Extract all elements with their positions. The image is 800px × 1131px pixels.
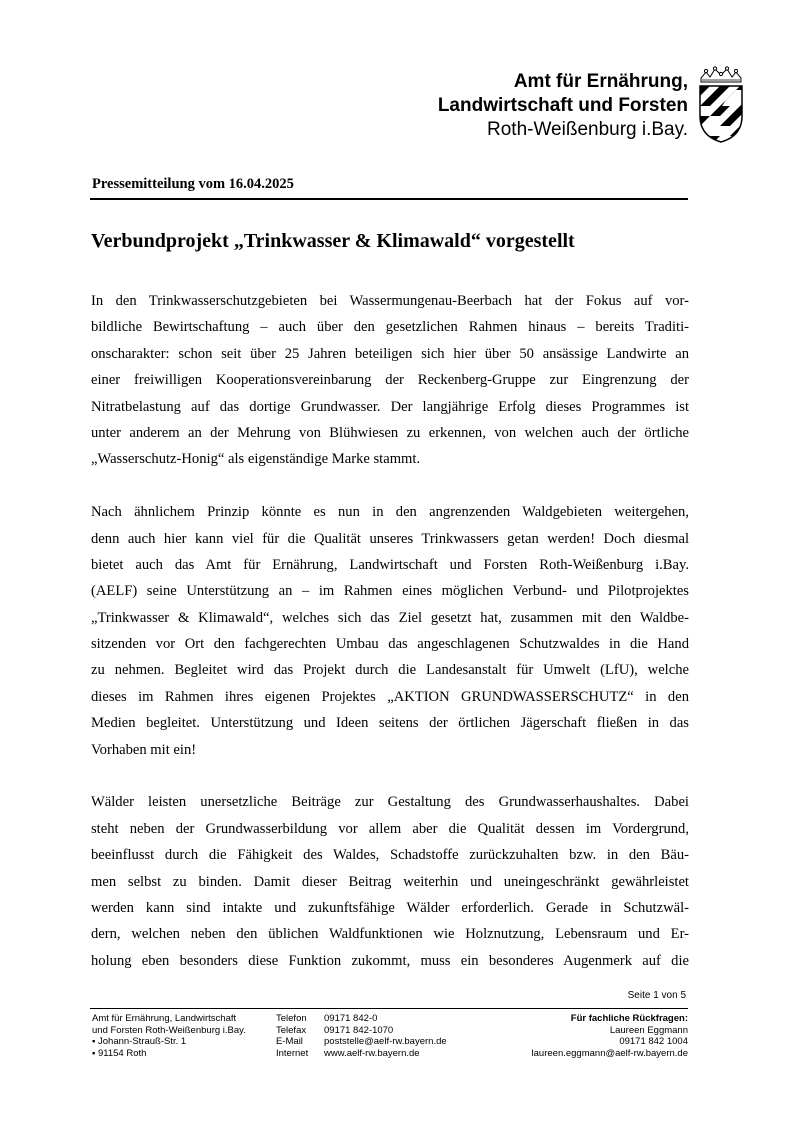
authority-name-line-1: Amt für Ernährung, bbox=[513, 71, 688, 92]
text-line: werden kann sind intakte und zukunftsfähige Wälder erforderlich. Gerade in Schutzwäl- bbox=[91, 899, 689, 916]
bavarian-coat-of-arms-icon bbox=[696, 66, 746, 144]
text-line: Vorhaben mit ein! bbox=[91, 741, 197, 758]
website-link[interactable]: www.aelf-rw.bayern.de bbox=[324, 1047, 420, 1059]
authority-location: Roth-Weißenburg i.Bay. bbox=[487, 119, 688, 140]
text-line: In den Trinkwasserschutzgebieten bei Wassermungenau-Beerbach hat der Fokus auf vor- bbox=[91, 293, 689, 309]
footer-divider bbox=[90, 1008, 688, 1009]
text-line: (AELF) seine Unterstützung an – im Rahmen eines möglichen Verbund- und Pilotprojektes bbox=[91, 583, 689, 600]
footer-contact-labels bbox=[276, 1013, 308, 1059]
text-line: sitzenden vor Ort den fachgerechten Umbau das angeschlagenen Schutzwaldes in die Hand bbox=[91, 636, 689, 653]
text-line: bietet auch das Amt für Ernährung, Landwirtschaft und Forsten Roth-Weißenburg i.Bay. bbox=[91, 556, 689, 573]
contact-label: Telefax bbox=[276, 1024, 307, 1036]
text-line: „Trinkwasser & Klimawald“, welches sich das Ziel gesetzt hat, zusammen mit den Waldbe- bbox=[91, 609, 689, 626]
authority-name bbox=[438, 70, 688, 142]
article-body bbox=[91, 288, 689, 1001]
phone-number: 09171 842-0 bbox=[324, 1013, 378, 1024]
text-line: bildliche Bewirtschaftung – auch über den gesetzlichen Rahmen hinaus – bereits Traditi- bbox=[91, 319, 689, 336]
headline: Verbundprojekt „Trinkwasser & Klimawald“ vorgestellt bbox=[91, 230, 575, 252]
text-line: dern, welchen neben den üblichen Waldfunktionen wie Holznutzung, Lebensraum und Er- bbox=[91, 926, 689, 943]
footer-address bbox=[92, 1013, 246, 1059]
text-line: men selbst zu binden. Damit dieser Beitrag weiterhin und uneingeschränkt gewährleistet bbox=[91, 873, 689, 890]
paragraph-3 bbox=[91, 789, 689, 974]
text-line: Wälder leisten unersetzliche Beiträge zur Gestaltung des Grundwasserhaushaltes. Dabei bbox=[91, 794, 689, 811]
contact-label: Internet bbox=[276, 1047, 309, 1059]
text-line: Nach ähnlichem Prinzip könnte es nun in den angrenzenden Waldgebieten weitergehen, bbox=[91, 504, 689, 521]
footer-address-line: ▪ 91154 Roth bbox=[92, 1047, 147, 1059]
contact-phone: 09171 842 1004 bbox=[619, 1036, 688, 1047]
text-line: beeinflusst durch die Fähigkeit des Waldes, Schadstoffe zurückzuhalten bzw. in den Bäu- bbox=[91, 847, 689, 864]
paragraph-1 bbox=[91, 288, 689, 473]
contact-label: Telefon bbox=[276, 1013, 307, 1024]
fax-number: 09171 842-1070 bbox=[324, 1024, 394, 1036]
text-line: onscharakter: schon seit über 25 Jahren beteiligen sich hier über 50 ansässige Landwirte an bbox=[91, 345, 689, 362]
contact-label: E-Mail bbox=[276, 1036, 303, 1047]
footer-address-line: und Forsten Roth-Weißenburg i.Bay. bbox=[92, 1024, 246, 1036]
text-line: denn auch hier kann viel für die Qualität unseres Trinkwassers getan werden! Doch diesmal bbox=[91, 530, 689, 547]
contact-email-link[interactable]: laureen.eggmann@aelf-rw.bayern.de bbox=[531, 1047, 688, 1059]
authority-name-line-2: Landwirtschaft und Forsten bbox=[437, 95, 688, 116]
text-line: holung eben besonders diese Funktion zukommt, muss ein besonderes Augenmerk auf die bbox=[91, 952, 689, 969]
footer-address-line: Amt für Ernährung, Landwirtschaft bbox=[92, 1013, 237, 1024]
inquiries-title: Für fachliche Rückfragen: bbox=[570, 1013, 688, 1024]
press-release-date: Pressemitteilung vom 16.04.2025 bbox=[92, 176, 294, 192]
header-divider bbox=[90, 198, 688, 200]
contact-person: Laureen Eggmann bbox=[609, 1024, 688, 1036]
paragraph-2 bbox=[91, 499, 689, 763]
text-line: „Wasserschutz-Honig“ als eigenständige Marke stammt. bbox=[91, 451, 421, 468]
text-line: einer freiwilligen Kooperationsvereinbarung der Reckenberg-Gruppe zur Eingrenzung der bbox=[91, 372, 689, 389]
footer-inquiries bbox=[532, 1013, 688, 1059]
text-line: Medien begleitet. Unterstützung und Ideen seitens der örtlichen Jägerschaft fließen in das bbox=[91, 715, 689, 732]
text-line: dieses im Rahmen ihres eigenen Projektes „AKTION GRUNDWASSERSCHUTZ“ in den bbox=[91, 688, 689, 705]
email-link[interactable]: poststelle@aelf-rw.bayern.de bbox=[324, 1036, 447, 1047]
text-line: Nitratbelastung auf das dortige Grundwasser. Der langjährige Erfolg dieses Programmes ist bbox=[91, 398, 689, 415]
footer-address-line: ▪ Johann-Strauß-Str. 1 bbox=[92, 1036, 187, 1047]
text-line: steht neben der Grundwasserbildung vor allem aber die Qualität dessen im Vordergrund, bbox=[91, 820, 689, 837]
text-line: unter anderem an der Mehrung von Blühwiesen zu erkennen, von welchen auch der örtliche bbox=[91, 424, 689, 441]
text-line: zu nehmen. Begleitet wird das Projekt durch die Landesanstalt für Umwelt (LfU), welche bbox=[91, 662, 689, 679]
page-number: Seite 1 von 5 bbox=[627, 990, 686, 1001]
footer-contact-values bbox=[324, 1013, 447, 1059]
